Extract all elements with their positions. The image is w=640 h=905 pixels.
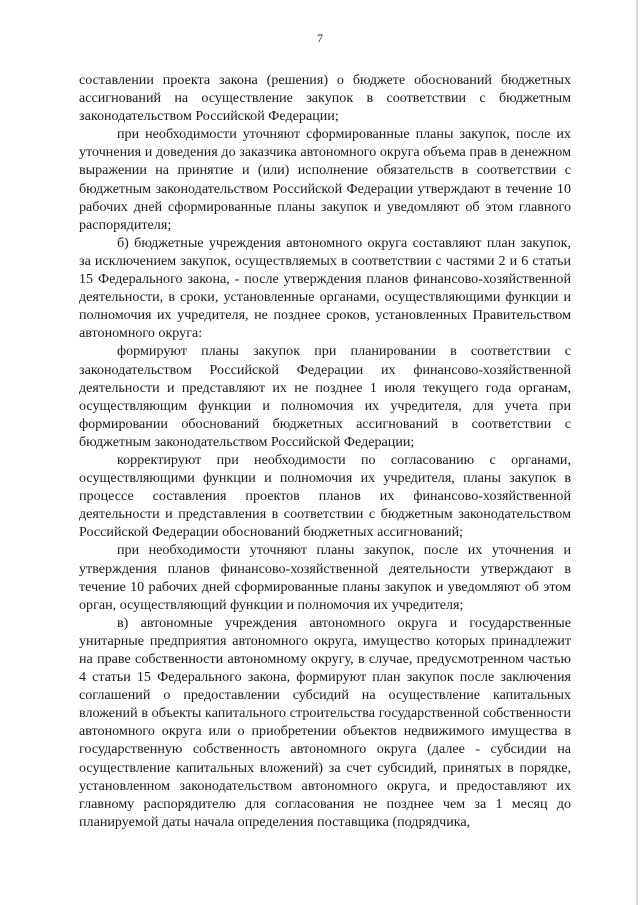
paragraph-1: составлении проекта закона (решения) о бюджете обоснований бюджетных ассигнований на осуществление закупок в соответствии с бюджетным законодательством Российской Федерации; (79, 72, 571, 125)
document-body (79, 71, 571, 831)
paragraph-5: корректируют при необходимости по согласованию с органами, осуществляющими функции и полномочия их учредителя, планы закупок в процессе составления проектов планов их финансово-хозяйственной деятельности и представления в соответствии с бюджетным законодательством Российской Федерации обоснований бюджетных ассигнований; (79, 451, 571, 541)
paragraph-7: в) автономные учреждения автономного округа и государственные унитарные предприятия автономного округа, имущество которых принадлежит на праве собственности автономному округу, в случае, предусмотренном частью 4 статьи 15 Федерального закона, формируют план закупок после заключения соглашений о предоставлении субсидий на осуществление капитальных вложений в объекты капитального строительства государственной собственности автономного округа или о приобретении объектов недвижимого имущества в государственную собственность автономного округа (далее - субсидии на осуществление капитальных вложений) за счет субсидий, принятых в порядке, установленном законодательством автономного округа, и предоставляют их главному распорядителю для согласования не позднее чем за 1 месяц до планируемой даты начала определения поставщика (подрядчика, (79, 614, 571, 830)
paragraph-4: формируют планы закупок при планировании в соответствии с законодательством Российской Федерации их финансово-хозяйственной деятельности и представляют их не позднее 1 июля текущего года органам, осуществляющим функции и полномочия их учредителя, для учета при формировании обоснований бюджетных ассигнований в соответствии с бюджетным законодательством Российской Федерации; (79, 343, 571, 450)
paragraph-3: б) бюджетные учреждения автономного округа составляют план закупок, за исключением закупок, осуществляемых в соответствии с частями 2 и 6 статьи 15 Федерального закона, - после утверждения планов финансово-хозяйственной деятельности, в сроки, установленные органами, осуществляющими функции и полномочия их учредителя, не позднее сроков, установленных Правительством автономного округа: (79, 234, 571, 342)
paragraph-2: при необходимости уточняют сформированные планы закупок, после их уточнения и доведения до заказчика автономного округа объема прав в денежном выражении на принятие и (или) исполнение обязательств в соответствии с бюджетным законодательством Российской Федерации утверждают в течение 10 рабочих дней сформированные планы закупок и уведомляют об этом главного распорядителя; (79, 126, 571, 233)
paragraph-6: при необходимости уточняют планы закупок, после их уточнения и утверждения планов финансово-хозяйственной деятельности утверждают в течение 10 рабочих дней сформированные планы закупок и уведомляют об этом орган, осуществляющий функции и полномочия их учредителя; (79, 542, 571, 613)
page-number: 7 (317, 31, 323, 45)
page-edge-shadow (635, 0, 638, 905)
